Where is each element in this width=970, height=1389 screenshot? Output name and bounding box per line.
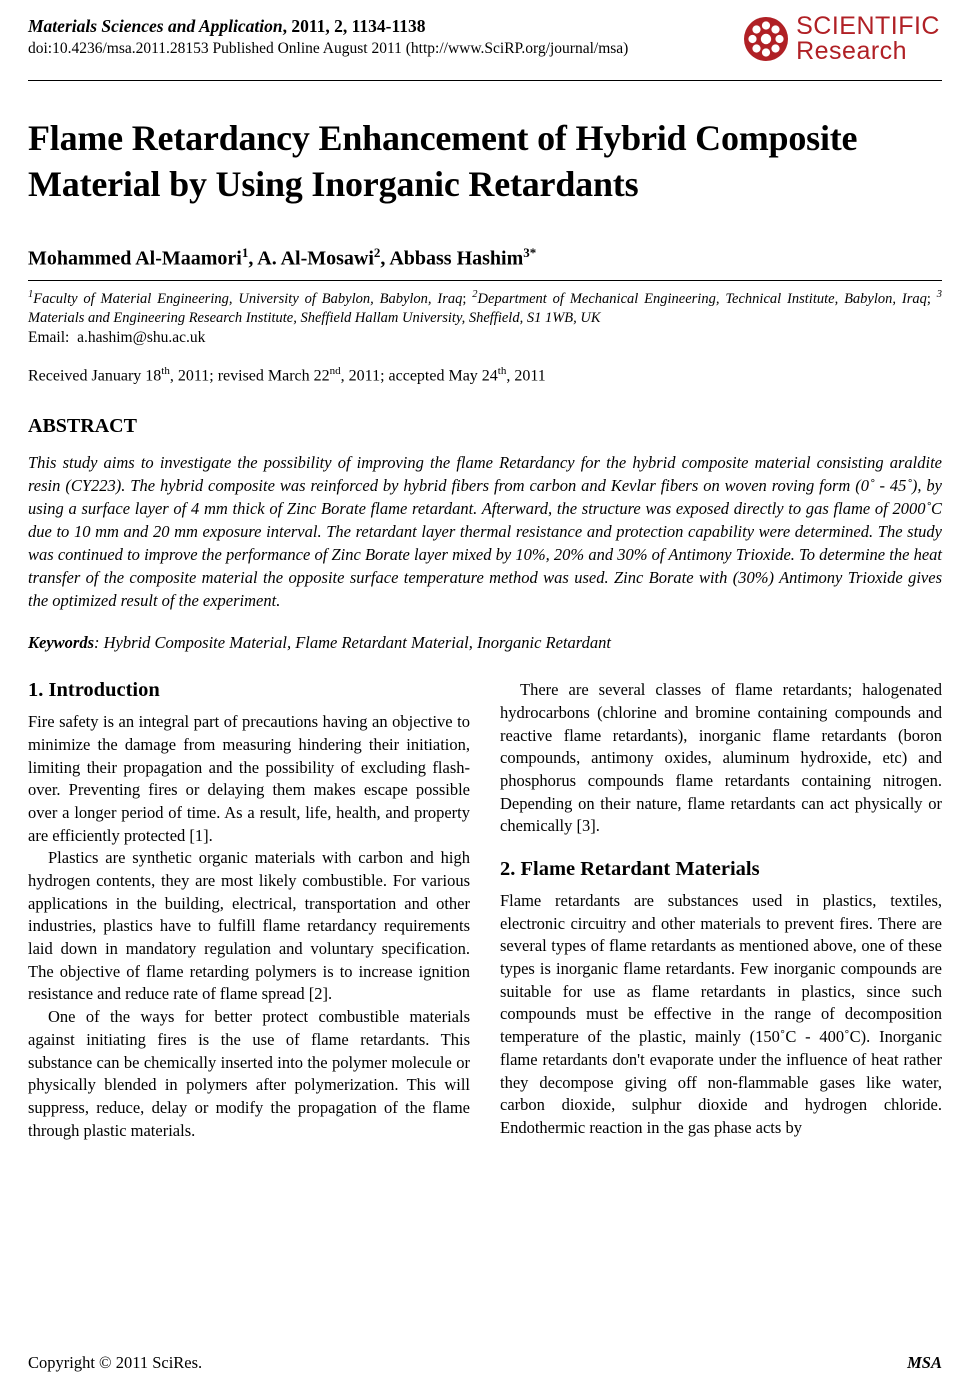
journal-abbreviation: MSA [907, 1353, 942, 1372]
column-left [28, 679, 470, 1142]
header-divider [28, 80, 942, 81]
received-part-4: , 2011 [506, 367, 546, 385]
affil-marker-2: 2 [472, 288, 478, 300]
keywords-label: Keywords [28, 633, 94, 653]
body-columns [28, 679, 942, 1142]
paragraph-right-2: Flame retardants are substances used in plastics, textiles, electronic circuitry and other materials to prevent fires. There are several types of flame retardants as mentioned above, one of these types is inorganic flame retardants. Few inorganic compounds are suitable for use as flame retardants in plastics, since such compounds must be effective in the range of decomposition temperature of the plastic, mainly (150˚C - 400˚C). Inorganic flame retardants don't evaporate under the influence of heat rather they decompose giving off non-flammable gases like water, carbon dioxide, sulphur dioxide and hydrogen chloride. Endothermic reaction in the gas phase acts by [500, 891, 942, 1137]
received-part-1: Received January 18 [28, 367, 162, 385]
column-right [500, 679, 942, 1142]
section-heading-introduction: 1. Introduction [28, 679, 160, 702]
paragraph-intro-3: One of the ways for better protect combustible materials against initiating fires is the use of flame retardants. This substance can be chemically inserted into the polymer molecule or physically blended in polymers after polymerization. This will suppress, reduce, delay or modify the propagation of the flame through plastic materials. [28, 1007, 470, 1140]
page-title: Flame Retardancy Enhancement of Hybrid Composite Material by Using Inorganic Retardants [28, 118, 858, 205]
affiliations [28, 288, 942, 328]
scientific-research-logo-icon [743, 16, 789, 62]
received-part-3: , 2011; accepted May 24 [340, 367, 498, 385]
received-sup-2: nd [329, 365, 341, 378]
contact-email-line [28, 329, 942, 347]
paragraph-intro-1: Fire safety is an integral part of precautions having an objective to minimize the damage from measuring hindering their initiation, limiting their propagation and the possibility of excluding flash-over. Preventing fires or delaying them makes escape possible over a longer period of time. As a result, life, health, and property are efficiently protected [1]. [28, 712, 470, 845]
author-1: Mohammed Al-Maamori [28, 247, 242, 270]
author-list [28, 245, 942, 271]
email-address[interactable]: a.hashim@shu.ac.uk [77, 329, 206, 347]
paragraph-right-1: There are several classes of flame retardants; halogenated hydrocarbons (chlorine and bromine containing compounds and reactive flame retardants), inorganic flame retardants (boron compounds, antimony oxides, aluminum hydroxide, etc) and phosphorus compounds flame retardants containing nitrogen. Depending on their nature, flame retardants can act physically or chemically [3]. [500, 680, 942, 836]
received-part-2: , 2011; revised March 22 [169, 367, 330, 385]
author-divider [28, 280, 942, 281]
received-dates [28, 365, 942, 385]
author-1-affil-marker: 1 [241, 245, 249, 261]
affiliation-3: Materials and Engineering Research Institute, Sheffield Hallam University, Sheffield, S1 1WB, UK [28, 309, 601, 326]
paragraph-intro-2: Plastics are synthetic organic materials with carbon and high hydrogen contents, they are most likely combustible. For various applications in the building, electrical, transportation and other industries, plastics have to fulfill flame retardancy requirements laid down in mandatory regulation and voluntary specification. The objective of flame retarding polymers is to increase ignition resistance and reduce rate of flame spread [2]. [28, 848, 470, 1004]
page-header [28, 14, 942, 64]
received-sup-1: th [161, 365, 170, 378]
affil-marker-3: 3 [936, 288, 943, 300]
affil-marker-1: 1 [28, 288, 34, 300]
affiliation-1: Faculty of Material Engineering, University of Babylon, Babylon, Iraq [33, 290, 463, 307]
email-label: Email: [28, 329, 70, 347]
publisher-logo [743, 14, 942, 64]
author-2: , A. Al-Mosawi [248, 247, 374, 270]
abstract-text: This study aims to investigate the possibility of improving the flame Retardancy for the hybrid composite material consisting araldite resin (CY223). The hybrid composite was reinforced by hybrid fibers from carbon and Kevlar fibers on woven roving form (0˚ - 45˚), by using a surface layer of 4 mm thick of Zinc Borate flame retardant. Afterward, the structure was exposed directly to gas flame of 2000˚C due to 10 mm and 20 mm exposure interval. The retardant layer thermal resistance and protection capability were determined. The study was continued to improve the performance of Zinc Borate layer mixed by 10%, 20% and 30% of Antimony Trioxide. To determine the heat transfer of the composite material the opposite surface temperature method was used. Zinc Borate with (30%) Antimony Trioxide gives the optimized result of the experiment. [28, 452, 942, 611]
publisher-line-1: SCIENTIFIC [796, 12, 940, 40]
section-heading-flame-retardant-materials: 2. Flame Retardant Materials [500, 858, 760, 880]
received-sup-3: th [497, 365, 507, 378]
affiliation-2: Department of Mechanical Engineering, Technical Institute, Babylon, Iraq [477, 290, 927, 307]
journal-issue: , 2011, 2, 1134-1138 [282, 16, 426, 36]
keywords-line [28, 633, 942, 653]
header-left [28, 14, 628, 58]
author-2-affil-marker: 2 [373, 245, 381, 261]
publisher-name [796, 14, 940, 64]
abstract-heading: ABSTRACT [28, 414, 137, 437]
journal-title: Materials Sciences and Application [28, 16, 283, 36]
affil-sep-1: ; [462, 290, 473, 307]
doi-line: doi:10.4236/msa.2011.28153 Published Online August 2011 (http://www.SciRP.org/journal/msa) [28, 40, 629, 57]
author-3: , Abbass Hashim [380, 247, 524, 270]
journal-title-line [28, 16, 628, 37]
page-footer [28, 1353, 942, 1373]
keywords-text: : Hybrid Composite Material, Flame Retardant Material, Inorganic Retardant [94, 633, 611, 653]
publisher-line-2: Research [796, 37, 908, 65]
affil-sep-2: ; [926, 290, 937, 307]
copyright-text: Copyright © 2011 SciRes. [28, 1353, 203, 1372]
author-3-affil-marker: 3* [523, 245, 537, 261]
